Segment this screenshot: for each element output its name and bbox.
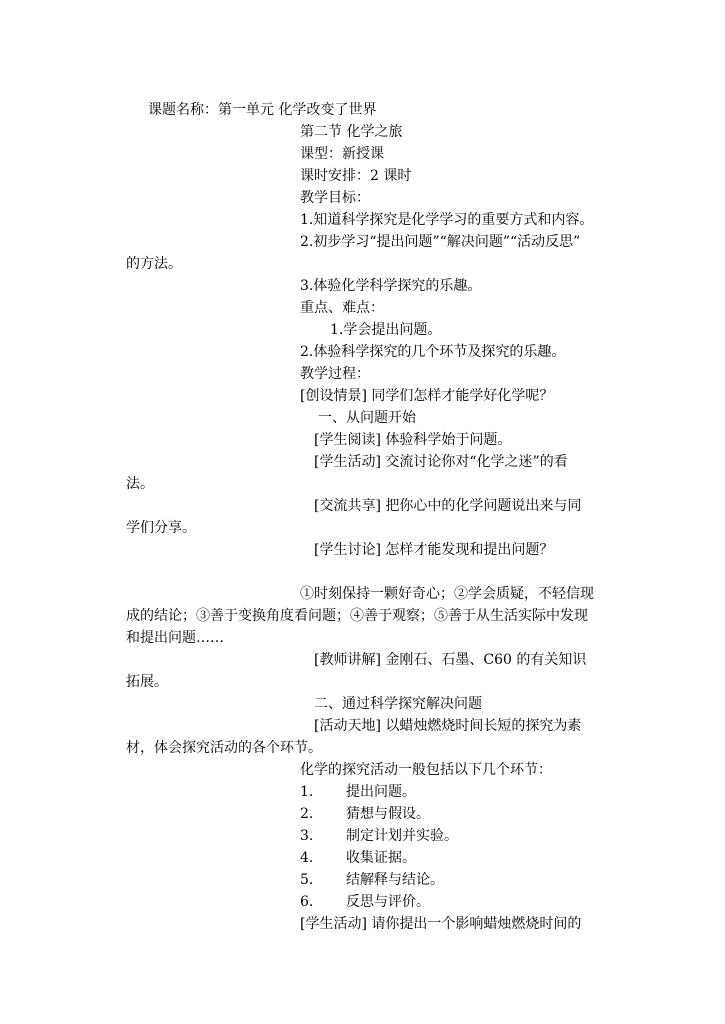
scenario-line: [创设情景] 同学们怎样才能学好化学呢？ <box>300 388 554 404</box>
key-points-heading: 重点、难点： <box>300 300 384 316</box>
objective-3: 3.体验化学科学探究的乐趣。 <box>300 278 482 294</box>
teacher-explanation: [教师讲解] 金刚石、石墨、C60 的有关知识 <box>314 652 587 668</box>
objective-2: 2.初步学习“提出问题”“解决问题”“活动反思” <box>300 234 581 250</box>
student-discussion: [学生讨论] 怎样才能发现和提出问题？ <box>314 542 554 558</box>
steps-intro: 化学的探究活动一般包括以下几个环节： <box>300 762 552 778</box>
sharing-line: [交流共享] 把你心中的化学问题说出来与同 <box>314 498 582 514</box>
discussion-answer-3: 和提出问题…… <box>126 630 224 646</box>
sharing-line-cont: 学们分享。 <box>126 520 196 536</box>
lesson-type: 课型：新授课 <box>300 146 384 162</box>
objective-1: 1.知道科学探究是化学学习的重要方式和内容。 <box>300 212 594 228</box>
lesson-hours: 课时安排：2 课时 <box>300 168 412 184</box>
lesson-title: 课题名称：第一单元 化学改变了世界 <box>148 102 377 118</box>
key-point-1: 1.学会提出问题。 <box>330 322 442 338</box>
step-4: 4. 收集证据。 <box>300 850 416 866</box>
activity-corner-cont: 材，体会探究活动的各个环节。 <box>126 740 322 756</box>
section-title: 第二节 化学之旅 <box>300 124 403 140</box>
key-point-2: 2.体验科学探究的几个环节及探究的乐趣。 <box>300 344 566 360</box>
discussion-answer-1: ①时刻保持一颗好奇心；②学会质疑，不轻信现 <box>300 586 594 602</box>
part-1-heading: 一、从问题开始 <box>318 410 416 426</box>
step-3: 3. 制定计划并实验。 <box>300 828 458 844</box>
process-heading: 教学过程： <box>300 366 370 382</box>
student-activity-2: [学生活动] 请你提出一个影响蜡烛燃烧时间的 <box>300 916 582 932</box>
objectives-heading: 教学目标： <box>300 190 370 206</box>
student-reading: [学生阅读] 体验科学始于问题。 <box>314 432 512 448</box>
activity-corner: [活动天地] 以蜡烛燃烧时间长短的探究为素 <box>314 718 582 734</box>
step-6: 6. 反思与评价。 <box>300 894 430 910</box>
step-1: 1. 提出问题。 <box>300 784 416 800</box>
objective-2-cont: 的方法。 <box>126 256 182 272</box>
discussion-answer-2: 成的结论；③善于变换角度看问题；④善于观察；⑤善于从生活实际中发现 <box>126 608 588 624</box>
step-2: 2. 猜想与假设。 <box>300 806 430 822</box>
step-5: 5. 结解释与结论。 <box>300 872 444 888</box>
student-activity-1: [学生活动] 交流讨论你对“化学之迷”的看 <box>314 454 568 470</box>
teacher-explanation-cont: 拓展。 <box>126 674 168 690</box>
student-activity-1-cont: 法。 <box>126 476 154 492</box>
part-2-heading: 二、通过科学探究解决问题 <box>314 696 482 712</box>
